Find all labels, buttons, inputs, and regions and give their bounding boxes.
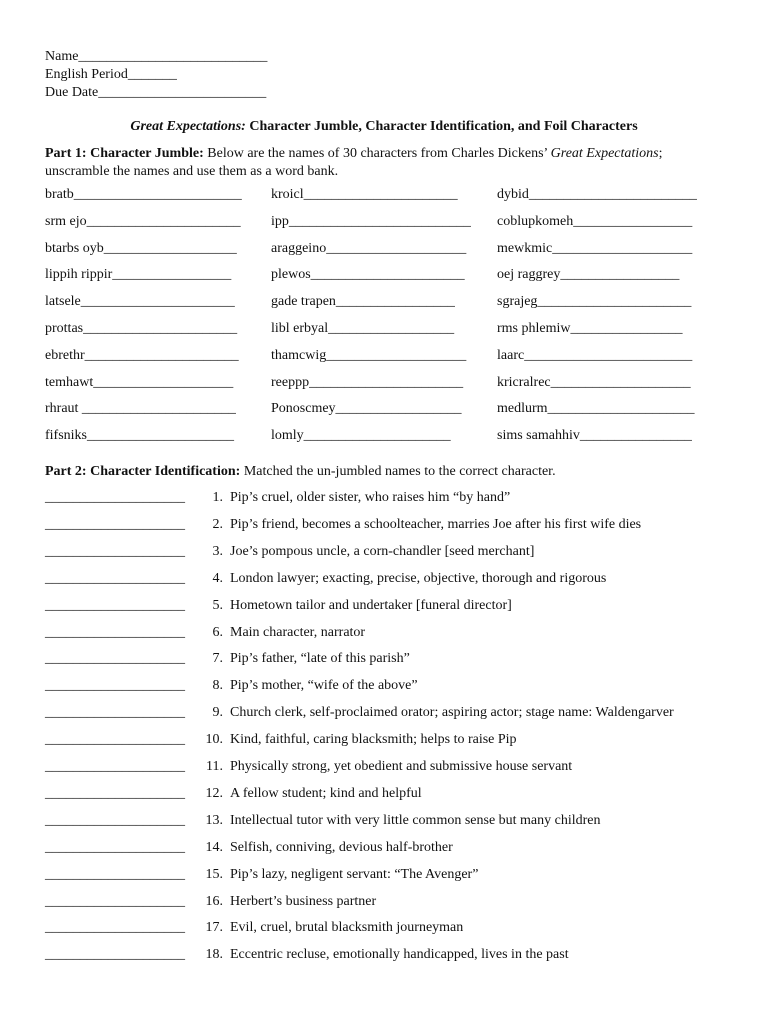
identification-item [45,894,376,914]
jumble-word-col2-row6: libl erbyal__________________ [271,321,455,336]
answer-blank[interactable]: ____________________ [45,893,185,909]
part1-line2: unscramble the names and use them as a word bank. [45,164,339,179]
item-number: 9. [212,705,223,721]
identification-item [45,786,422,806]
item-number: 10. [205,732,223,748]
jumble-word-col2-row8: reeppp______________________ [271,374,464,390]
jumble-word-col3-row9: medlurm_____________________ [497,401,695,417]
identification-item [45,490,510,510]
item-number: 16. [205,893,223,909]
item-description: A fellow student; kind and helpful [230,785,422,801]
item-number: 7. [212,651,223,667]
identification-item [45,651,410,671]
part2-text: Matched the un-jumbled names to the correct character. [240,464,556,479]
part1-heading: Part 1: Character Jumble: [45,146,204,161]
due-date-line: Due Date________________________ [45,85,267,100]
jumble-word-col3-row6: rms phlemiw________________ [497,321,683,336]
answer-blank[interactable]: ____________________ [45,651,185,667]
part2-heading: Part 2: Character Identification: [45,464,241,479]
item-description: Pip’s mother, “wife of the above” [230,678,418,694]
item-number: 8. [212,678,223,694]
item-number: 2. [212,516,223,532]
part1-intro [45,145,735,181]
jumble-word-col3-row4: oej raggrey_________________ [497,267,680,283]
jumble-word-col2-row3: araggeino____________________ [271,240,467,256]
jumble-word-col1-row1: bratb________________________ [45,187,242,202]
identification-item [45,705,674,725]
part1-book: Great Expectations [550,146,659,161]
jumble-word-col1-row2: srm ejo______________________ [45,213,241,229]
student-info-header [45,48,267,102]
item-description: Physically strong, yet obedient and submissive house servant [230,759,573,774]
jumble-word-col2-row5: gade trapen_________________ [271,294,455,310]
item-number: 3. [212,543,223,559]
item-description: Selfish, conniving, devious half-brother [230,839,453,855]
item-description: Eccentric recluse, emotionally handicapped, lives in the past [230,947,569,963]
answer-blank[interactable]: ____________________ [45,678,185,694]
part1-text-b: ; [658,146,663,161]
item-description: Pip’s friend, becomes a schoolteacher, marries Joe after his first wife dies [230,516,642,532]
answer-blank[interactable]: ____________________ [45,947,185,963]
identification-item [45,840,453,860]
item-description: Intellectual tutor with very little common sense but many children [230,812,601,828]
item-description: Evil, cruel, brutal blacksmith journeyman [230,920,464,936]
jumble-word-col1-row4: lippih rippir_________________ [45,267,232,283]
item-description: Herbert’s business partner [230,893,377,909]
jumble-word-col3-row5: sgrajeg______________________ [497,294,692,310]
answer-blank[interactable]: ____________________ [45,785,185,801]
item-description: Pip’s father, “late of this parish” [230,651,410,667]
identification-item [45,732,517,752]
jumble-word-col3-row10: sims samahhiv________________ [497,428,692,444]
item-description: Hometown tailor and undertaker [funeral director] [230,597,512,613]
jumble-word-col1-row7: ebrethr______________________ [45,347,239,363]
jumble-word-col2-row10: lomly_____________________ [271,428,451,444]
answer-blank[interactable]: ____________________ [45,570,185,586]
jumble-word-col2-row9: Ponoscmey__________________ [271,401,462,417]
answer-blank[interactable]: ____________________ [45,705,185,721]
answer-blank[interactable]: ____________________ [45,490,185,505]
jumble-word-col1-row5: latsele______________________ [45,294,235,310]
answer-blank[interactable]: ____________________ [45,839,185,855]
jumble-word-col2-row2: ipp__________________________ [271,213,471,229]
item-number: 12. [205,785,223,801]
jumble-word-col1-row3: btarbs oyb___________________ [45,240,237,256]
identification-item [45,544,534,564]
identification-item [45,571,606,591]
jumble-word-col3-row3: mewkmic____________________ [497,240,693,256]
jumble-word-col3-row1: dybid________________________ [497,187,697,202]
item-number: 5. [212,597,223,613]
item-number: 1. [212,490,223,505]
part2-intro [45,464,556,480]
identification-item [45,678,418,698]
answer-blank[interactable]: ____________________ [45,732,185,748]
item-description: Church clerk, self-proclaimed orator; aspiring actor; stage name: Waldengarver [230,705,674,721]
jumble-word-col1-row10: fifsniks_____________________ [45,428,234,444]
title-rest: Character Jumble, Character Identification, and Foil Characters [245,119,638,134]
jumble-word-col2-row1: kroicl______________________ [271,187,458,202]
item-description: Main character, narrator [230,624,366,640]
identification-item [45,517,641,537]
item-number: 15. [205,866,223,882]
answer-blank[interactable]: ____________________ [45,543,185,559]
identification-item [45,598,512,618]
answer-blank[interactable]: ____________________ [45,759,185,774]
answer-blank[interactable]: ____________________ [45,812,185,828]
item-number: 11. [206,759,223,774]
identification-item [45,867,478,887]
item-description: Pip’s lazy, negligent servant: “The Avenger” [230,866,479,882]
jumble-word-col1-row6: prottas______________________ [45,321,238,336]
jumble-word-col3-row8: kricralrec____________________ [497,374,691,390]
jumble-word-col3-row7: laarc________________________ [497,347,693,363]
identification-item [45,947,569,967]
part1-text-a: Below are the names of 30 characters from Charles Dickens’ [203,146,551,161]
identification-item [45,625,365,645]
item-number: 18. [205,947,223,963]
title-book: Great Expectations: [130,119,246,134]
jumble-word-col1-row9: rhraut ______________________ [45,401,236,417]
answer-blank[interactable]: ____________________ [45,866,185,882]
item-number: 6. [212,624,223,640]
english-period-line: English Period_______ [45,67,177,82]
answer-blank[interactable]: ____________________ [45,516,185,532]
worksheet-title [0,119,768,135]
identification-item [45,759,572,779]
jumble-word-col1-row8: temhawt____________________ [45,374,234,390]
item-description: Joe’s pompous uncle, a corn-chandler [seed merchant] [230,543,535,559]
answer-blank[interactable]: ____________________ [45,920,185,936]
answer-blank[interactable]: ____________________ [45,624,185,640]
identification-item [45,920,463,940]
item-number: 4. [212,570,223,586]
name-line: Name___________________________ [45,49,268,64]
identification-item [45,813,601,833]
item-description: Pip’s cruel, older sister, who raises him “by hand” [230,490,511,505]
answer-blank[interactable]: ____________________ [45,597,185,613]
item-number: 14. [205,839,223,855]
item-description: Kind, faithful, caring blacksmith; helps to raise Pip [230,732,517,748]
item-number: 13. [205,812,223,828]
item-description: London lawyer; exacting, precise, objective, thorough and rigorous [230,570,607,586]
jumble-word-col2-row4: plewos______________________ [271,267,465,283]
jumble-word-col2-row7: thamcwig____________________ [271,347,467,363]
item-number: 17. [205,920,223,936]
jumble-word-col3-row2: coblupkomeh_________________ [497,213,693,229]
